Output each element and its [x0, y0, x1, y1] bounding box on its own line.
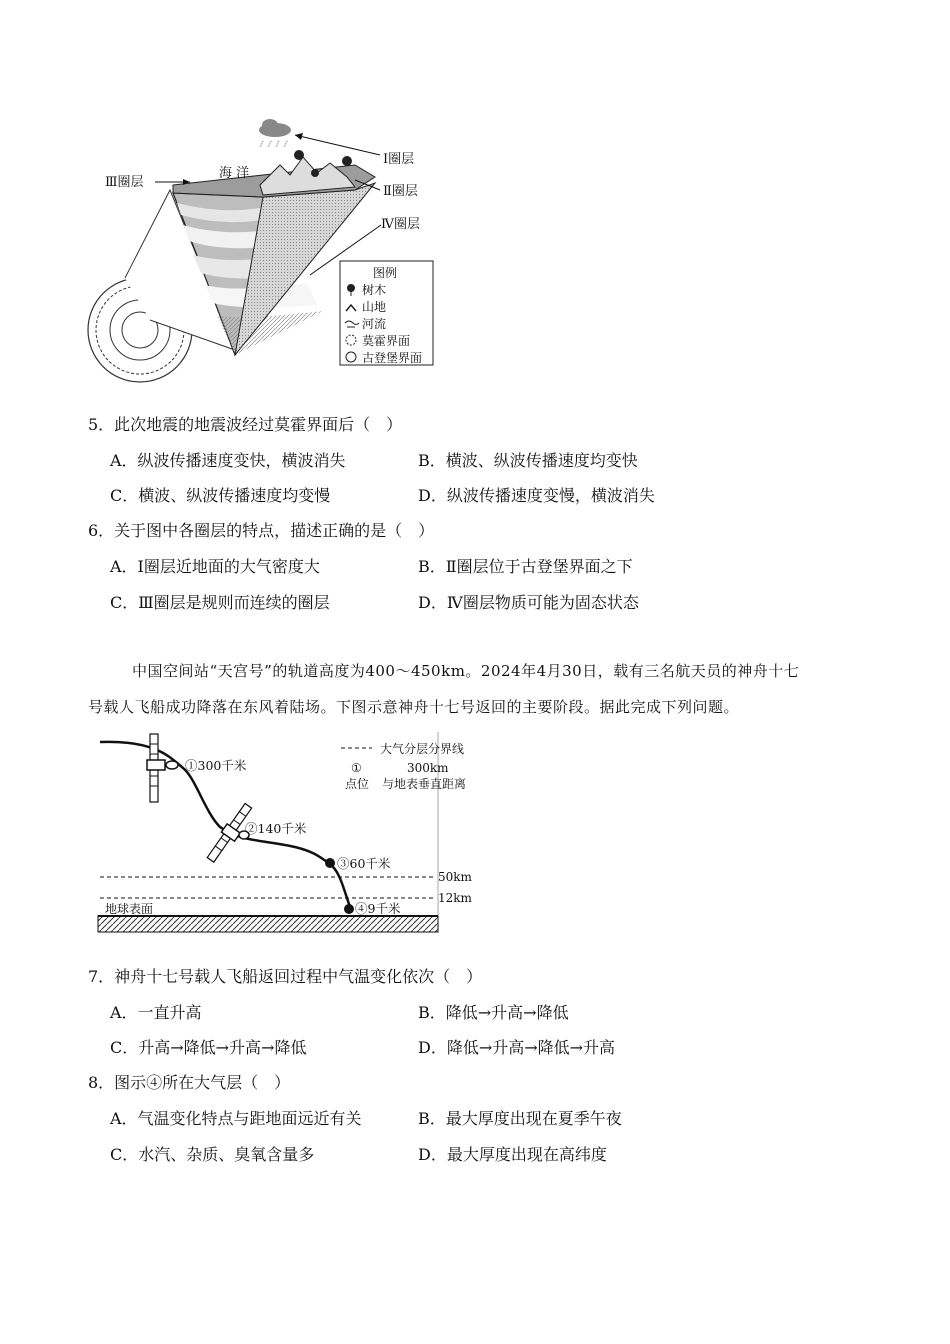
legend-boundary-label: 大气分层分界线	[380, 742, 465, 756]
earth-layers-figure	[85, 115, 445, 375]
return-trajectory-figure	[95, 732, 472, 937]
question-5-option-b[interactable]: B．横波、纵波传播速度均变快	[418, 451, 638, 470]
layer4-label: Ⅳ圈层	[381, 217, 420, 232]
point-3-label: ③60千米	[337, 856, 391, 871]
question-5-option-a[interactable]: A．纵波传播速度变快，横波消失	[110, 451, 346, 470]
question-6-stem: 6．关于图中各圈层的特点，描述正确的是（ ）	[88, 521, 435, 540]
legend-point-symbol: ①	[351, 761, 362, 775]
legend-item-mountain: 山地	[362, 300, 387, 314]
layer2-label: Ⅱ圈层	[383, 184, 418, 199]
question-7-option-d[interactable]: D．降低→升高→降低→升高	[418, 1038, 616, 1057]
question-8-option-c[interactable]: C．水汽、杂质、臭氧含量多	[110, 1145, 315, 1164]
question-6-option-d[interactable]: D．Ⅳ圈层物质可能为固态状态	[418, 593, 639, 612]
layer3-label: Ⅲ圈层	[105, 175, 144, 190]
question-8-option-a[interactable]: A．气温变化特点与距地面远近有关	[110, 1109, 362, 1128]
question-8-option-d[interactable]: D．最大厚度出现在高纬度	[418, 1145, 607, 1164]
legend-item-gutenberg: 古登堡界面	[362, 351, 423, 365]
ocean-label: 海 洋	[219, 166, 250, 181]
passage-line-1: 中国空间站“天宫号”的轨道高度为400～450km。2024年4月30日，载有三名航天员的神舟十七	[132, 662, 800, 680]
spacecraft-1-icon	[147, 734, 178, 802]
capsule-3-icon	[325, 858, 335, 868]
point-4-label: ④9千米	[355, 901, 401, 916]
question-7-option-b[interactable]: B．降低→升高→降低	[418, 1003, 569, 1022]
figure2-legend	[341, 741, 466, 791]
legend-distance-value: 300km	[407, 761, 449, 775]
legend-item-river: 河流	[362, 317, 387, 331]
point-1-label: ①300千米	[185, 758, 247, 773]
legend-title: 图例	[373, 266, 398, 280]
question-7-option-c[interactable]: C．升高→降低→升高→降低	[110, 1038, 307, 1057]
question-5-stem: 5．此次地震的地震波经过莫霍界面后（ ）	[88, 415, 403, 434]
question-6-option-b[interactable]: B．Ⅱ圈层位于古登堡界面之下	[418, 557, 633, 576]
boundary-50km-label: 50km	[438, 870, 472, 884]
capsule-4-icon	[344, 904, 354, 914]
question-6-option-c[interactable]: C．Ⅲ圈层是规则而连续的圈层	[110, 593, 330, 612]
question-8-option-b[interactable]: B．最大厚度出现在夏季午夜	[418, 1109, 622, 1128]
layer1-label: Ⅰ圈层	[383, 152, 415, 167]
question-8-stem: 8．图示④所在大气层（ ）	[88, 1073, 291, 1092]
boundary-12km-label: 12km	[438, 891, 472, 905]
question-6-option-a[interactable]: A．Ⅰ圈层近地面的大气密度大	[110, 557, 320, 576]
cloud-icon	[259, 119, 291, 147]
legend-point-label: 点位	[345, 777, 370, 791]
question-5-option-c[interactable]: C．横波、纵波传播速度均变慢	[110, 486, 331, 505]
point-2-label: ②140千米	[245, 821, 307, 836]
question-7-option-a[interactable]: A．一直升高	[110, 1003, 202, 1022]
legend-item-tree: 树木	[362, 283, 387, 297]
question-7-stem: 7．神舟十七号载人飞船返回过程中气温变化依次（ ）	[88, 967, 483, 986]
question-5-option-d[interactable]: D．纵波传播速度变慢，横波消失	[418, 486, 655, 505]
surface-label: 地球表面	[105, 902, 154, 916]
passage-line-2: 号载人飞船成功降落在东风着陆场。下图示意神舟十七号返回的主要阶段。据此完成下列问题。	[88, 698, 740, 716]
legend-item-moho: 莫霍界面	[362, 334, 411, 348]
legend-distance-label: 与地表垂直距离	[382, 777, 467, 791]
figure1-legend	[340, 261, 433, 365]
